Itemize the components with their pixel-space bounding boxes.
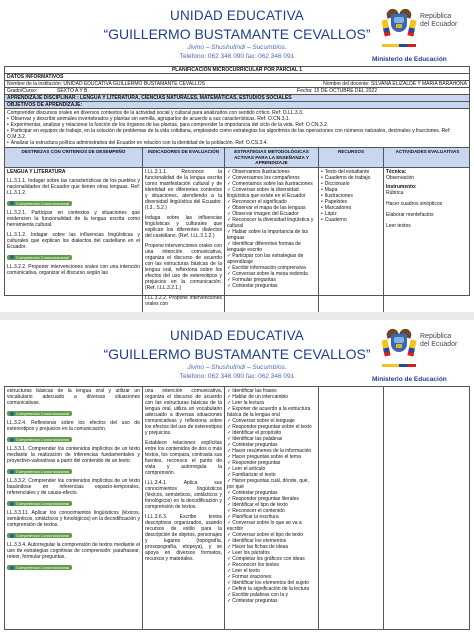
strategy-item: ✓ Contestar preguntas (227, 490, 316, 496)
skills-cell (5, 168, 143, 312)
strategy-item: ✓ Leer el artículo (227, 466, 316, 472)
objective-item: • Observar y describir animales invertebrados y plantas sin semilla, agruparlos de acuerdo a sus características. Ref: O.CN.3.1. (7, 116, 467, 122)
strategy-item: ✓ Reconocer los textos (227, 562, 316, 568)
table-body (4, 386, 470, 630)
indicator-item: I.LL.3.4.1. Aplica sus conocimientos lingüísticos (léxicos, semánticos, sintácticos y fonológicos) en la decodificación y comprensión de textos. (145, 480, 222, 510)
strategy-item: ✓ Hablar de un intercambio (227, 394, 316, 400)
coat-of-arms-icon (382, 328, 416, 360)
strategy-item: ✓ Familiarizar el texto (227, 472, 316, 478)
competence-icon (10, 201, 14, 205)
objective-item: • Experimentar, analizar y relacionar la función de los órganos de las plantas, para comprender la importancia del ciclo de la vida. Ref: O.CN.3.2. (7, 122, 467, 128)
indicator-item: I.LL.3.2.2. Propone intervenciones orales con (145, 294, 222, 307)
indicators-cell (143, 168, 225, 312)
flag-stripe (382, 44, 416, 47)
grade-label: Grado/Curso: (7, 88, 38, 94)
indicator-item: Establece relaciones explícitas entre los contenidos de dos o más textos, los compara, contrasta sus fuentes, reconoce el punto de vista y autorregula la comprensión. (145, 440, 222, 476)
strategy-item: ✓ Identificar diferentes formas de lenguaje escrito (227, 241, 316, 253)
strategy-item: ✓ Responder preguntas literales (227, 496, 316, 502)
strategy-item: ✓ Escribir información comprensiva (227, 265, 316, 271)
strategy-item: ✓ Exponer de acuerdo a la estructura básica de la lengua oral (227, 406, 316, 418)
ministry-logo (372, 8, 462, 63)
logo-republic-text: República (420, 13, 452, 20)
strategy-item: ✓ Leer el texto (227, 568, 316, 574)
strategies-cell (225, 168, 319, 312)
resource-item: • Cuaderno de trabajo (321, 175, 381, 181)
resource-item: • Cuaderno (321, 217, 381, 223)
school-location: Jivino – Shushufindi – Sucumbíos. (187, 44, 287, 51)
plan-table-continued (4, 386, 470, 630)
evaluation-cell (384, 387, 471, 629)
strategy-item: ✓ Participar con las estrategias de aprendizaje (227, 253, 316, 265)
strategy-item: ✓ Definir la significación de la lectura (227, 586, 316, 592)
grade-value: SEXTO A Y B. (57, 88, 89, 94)
skill-item: LL.3.2.4. Reflexionar sobre los efectos del uso de estereotipos y prejuicios en la comunicación. (7, 420, 140, 432)
technique-value: Observación (386, 174, 415, 181)
strategy-item: ✓ Formar oraciones (227, 574, 316, 580)
resource-item: • Papelotes (321, 199, 381, 205)
document-page-1 (0, 0, 474, 312)
objectives-list (4, 109, 470, 148)
school-name-line1: UNIDAD EDUCATIVA (170, 8, 304, 23)
instrument-label: Instrumento: (386, 183, 417, 190)
indicator-item: una intención comunicativa, organiza el discurso de acuerdo con las estructuras básicas de la lengua oral, utiliza un vocabulario adecuado a diversas situaciones comunicativas y reflexiona sobre los efectos del uso de estereotipos y prejuicios. (145, 388, 222, 436)
evaluation-activity: Hacer cuadros sinópticos (386, 200, 443, 207)
skill-item: LL.3.3.1. Comprender los contenidos implícitos de un texto mediante la realización de inferencias fundamentales y proyectivo-valorativas a partir del contenido de un texto. (7, 446, 140, 464)
resources-cell (319, 387, 384, 629)
resource-item: • Marcadores (321, 205, 381, 211)
column-header-resources: RECURSOS (319, 148, 384, 167)
skill-item: LL.3.2.2. Proponer intervenciones orales con una intención comunicativa, organizar el discurso según las (7, 263, 140, 276)
logo-ministry-text: Ministerio de Educación (372, 376, 447, 383)
evaluation-activity: Elaborar mentefactos (386, 211, 434, 218)
logo-ministry-text: Ministerio de Educación (372, 56, 447, 63)
column-header-strategies: ESTRATEGIAS METODOLÓGICAS ACTIVAS PARA LA ENSEÑANZA Y APRENDIZAJE (225, 148, 319, 167)
strategy-item: ✓ Formular preguntas (227, 277, 316, 283)
school-phone: Teléfono: 062 346 090 fax: 062 346 091 (179, 53, 295, 60)
strategy-item: ✓ Contestar preguntas (227, 442, 316, 448)
competence-badge: Competencia Comunicacional (7, 437, 72, 442)
competence-badge: Competencia Comunicacional (7, 501, 72, 506)
strategy-item: ✓ Escribir palabras con la y (227, 592, 316, 598)
strategy-item: ✓ Observamos ilustraciones (227, 169, 316, 175)
competence-icon (10, 566, 14, 570)
strategies-cell (225, 387, 319, 629)
indicator-item: Indaga sobre las influencias lingüísticas y culturales que explican los diferentes dialectos del castellano. (Ref. I.LL.3.1.2.) (145, 214, 222, 239)
indicator-item: I.LL.3.6.3. Escribe textos descriptivos organizados, usando recursos de estilo para la descripción de objetos, personajes y lugares (topografía, prosopografía, etopeya), y se apoya en diversos formatos, recursos y materiales. (145, 514, 222, 562)
ministry-logo (372, 328, 462, 383)
competence-badge: Competencia Comunicacional (7, 411, 72, 416)
skill-item: LL.3.1.2. Indagar sobre las influencias lingüísticas y culturales que explican los dialectos del castellano en el Ecuador. (7, 231, 140, 250)
flag-stripe (382, 364, 416, 367)
strategy-item: ✓ Hablar sobre la importancia de las lenguas (227, 229, 316, 241)
objective-item: • Participar en equipos de trabajo, en la solución de problemas de la vida cotidiana, empleando como estrategias los algoritmos de las operaciones con números naturales, decimales y fracciones. Ref: O.M.3.2. (7, 128, 467, 140)
competence-badge: Competencia Comunicacional (7, 255, 72, 260)
instrument-value: Rúbrica (386, 189, 404, 196)
page-header (0, 320, 474, 384)
school-location: Jivino – Shushufindi – Sucumbíos. (187, 364, 287, 371)
objective-item: Comprender discursos orales en diversos contextos de la actividad social y cultural para analizarlos con sentido crítico. Ref: O.LL.3.3. (7, 110, 304, 116)
strategy-item: ✓ Conversar sobre la diversidad lingüística que existe en el Ecuador (227, 187, 316, 199)
skill-item: LL.3.3.2. Comprender los contenidos implícitos de un texto basándose en inferencias espacio-temporales, referenciales y de causa-efecto. (7, 478, 140, 496)
strategy-item: ✓ Identificar las frases (227, 388, 316, 394)
strategy-item: ✓ Hacer preguntas cuál, dónde, qué, por qué (227, 478, 316, 490)
learning-areas: APRENDIZAJE DISCIPLINAR : LENGUA Y LITERATURA, CIENCIAS NATURALES, MATEMÁTICAS, ESTUDIOS SOCIALES (4, 95, 470, 102)
technique-label: Técnica: (386, 168, 407, 175)
strategy-item: ✓ Conversar sobre el tipo de texto (227, 532, 316, 538)
strategy-item: ✓ Reconocer el contenido (227, 508, 316, 514)
school-name-line1: UNIDAD EDUCATIVA (170, 328, 304, 343)
competence-icon (10, 502, 14, 506)
indicators-cell (143, 387, 225, 629)
logo-country-text: del Ecuador (420, 21, 458, 28)
indicator-item: Propone intervenciones orales con una intención comunicativa, organiza el discurso de acuerdo con las estructuras básicas de la lengua oral, reflexiona sobre los efectos del uso de estereotipos y prejuicios en la comunicación. (Ref. I.LL.3.2.1.) (145, 242, 222, 291)
skill-item: LL.3.3.11. Aplicar los conocimientos lingüísticos (léxicos, semánticos, sintácticos y fonológicos) en la decodificación y comprensión de textos. (7, 510, 140, 528)
skill-item: LL.3.2.1. Participar en contextos y situaciones que evidencien la funcionalidad de la lengua escrita como herramienta cultural. (7, 209, 140, 228)
skills-cell (5, 387, 143, 629)
document-page-2 (0, 320, 474, 632)
competence-icon (10, 255, 14, 259)
strategy-item: ✓ Responder preguntas (227, 460, 316, 466)
strategy-item: ✓ Reconocer la diversidad lingüística y cultural (227, 217, 316, 229)
strategy-item: ✓ Conversamos los compañeros (227, 175, 316, 181)
competence-badge: Competencia Comunicacional (7, 201, 72, 206)
school-phone: Teléfono: 062 346 090 fax: 062 346 091 (179, 373, 295, 380)
skill-item: LL.3.3.4. Autorregular la comprensión de textos mediante el uso de estrategias cognitivas de comprensión: parafrasear, releer, formular preguntas. (7, 542, 140, 560)
plan-table (4, 66, 470, 307)
evaluation-activity: Leer textos (386, 222, 411, 229)
strategy-item: ✓ Identificar el tipo de texto (227, 502, 316, 508)
plan-title: PLANIFICACIÓN MICROCURRICULAR POR PARCIAL 1 (4, 66, 470, 74)
column-header-evaluation: ACTIVIDADES EVALUATIVAS (395, 149, 460, 154)
skill-item: LL.3.1.1. Indagar sobre las características de los pueblos y nacionalidades del Ecuador que tienen otras lenguas. Ref: LL.3.1.2. (7, 177, 140, 196)
resource-item: • Mapa (321, 187, 381, 193)
coat-of-arms-icon (382, 8, 416, 40)
skills-subject: LENGUA Y LITERATURA (7, 168, 66, 175)
strategy-item: ✓ Identificar los elementos (227, 538, 316, 544)
strategy-item: ✓ Observar imagen del Ecuador (227, 211, 316, 217)
objective-item: • Analizar la estructura política administrativa del Ecuador en relación con la identidad de la población. Ref: O.CS.3.4. (7, 140, 467, 146)
strategy-item: ✓ Hacer preguntas sobre el tema (227, 454, 316, 460)
evaluation-cell (384, 168, 471, 312)
logo-country-text: del Ecuador (420, 341, 458, 348)
teacher-field: Nombre del docente: SILVANA ELIZALDE Y MARIA BARAHONA (323, 81, 467, 87)
strategy-item: ✓ Observar el mapa de las lenguas (227, 205, 316, 211)
objectives-title: OBJETIVOS DE APRENDIZAJE: (4, 102, 470, 109)
school-name-line2: “GUILLERMO BUSTAMANTE CEVALLOS” (103, 346, 371, 362)
strategy-item: ✓ Identificar los elementos del sujeto (227, 580, 316, 586)
strategy-item: ✓ Conversar sobre la mesa redonda (227, 271, 316, 277)
logo-republic-text: República (420, 333, 452, 340)
table-body (4, 168, 470, 307)
competence-icon (10, 534, 14, 538)
strategy-item: ✓ Responder preguntas sobre el texto (227, 424, 316, 430)
strategy-item: ✓ Hacer resúmenes de la información (227, 448, 316, 454)
column-header-skills: DESTREZAS CON CRITERIOS DE DESEMPEÑO (5, 148, 143, 167)
strategy-item: ✓ Contestar preguntas (227, 598, 316, 604)
competence-icon (10, 470, 14, 474)
competence-badge: Competencia Comunicacional (7, 565, 72, 570)
strategy-item: ✓ Comentamos sobre las ilustraciones (227, 181, 316, 187)
resource-item: • Texto del estudiante (321, 169, 381, 175)
skill-item: estructuras básicas de la lengua oral y utilizar un vocabulario adecuado a diversas situaciones comunicativas. (7, 388, 140, 406)
competence-badge: Competencia Comunicacional (7, 533, 72, 538)
date-field: Fecha: 15 DE OCTUBRE DEL 2022 (297, 88, 377, 94)
strategy-item: ✓ Leer la lectura (227, 400, 316, 406)
competence-icon (10, 438, 14, 442)
page-header (0, 0, 474, 64)
strategy-item: ✓ Reconocer el significado (227, 199, 316, 205)
resources-cell (319, 168, 384, 312)
strategy-item: ✓ Contestar preguntas (227, 283, 316, 289)
table-column-headers (4, 148, 470, 168)
competence-badge: Competencia Comunicacional (7, 469, 72, 474)
institution-field: Nombre de la institución: UNIDAD EDUCATIVA GUILLERMO BUSTAMANTE CEVALLOS (7, 81, 206, 87)
strategy-item: ✓ Conversar sobre lo que se va a escribir (227, 520, 316, 532)
competence-icon (10, 412, 14, 416)
school-name-line2: “GUILLERMO BUSTAMANTE CEVALLOS” (103, 26, 371, 42)
strategy-item: ✓ Hacer las fichas de ideas (227, 544, 316, 550)
strategy-item: ✓ Planificar la escritura (227, 514, 316, 520)
resource-item: • Diccionario (321, 181, 381, 187)
info-header: DATOS INFORMATIVOS (4, 74, 470, 81)
strategy-item: ✓ Identificar el propósito (227, 430, 316, 436)
resource-item: • Ilustraciones (321, 193, 381, 199)
column-header-indicators: INDICADORES DE EVALUACIÓN (143, 148, 225, 167)
strategy-item: ✓ Identificar las palabras (227, 436, 316, 442)
strategy-item: ✓ Conversar sobre el lenguaje (227, 418, 316, 424)
strategy-item: ✓ Leer los párrafos (227, 550, 316, 556)
indicator-item: I.LL.3.1.1. Reconoce la funcionalidad de la lengua escrita como manifestación cultural y de identidad en diferentes contextos y situaciones, atendiendo a la diversidad lingüística del Ecuador. (I.3., S.2.) (145, 168, 222, 211)
strategy-item: ✓ Completar los gráficos con ideas (227, 556, 316, 562)
resource-item: • Lápiz (321, 211, 381, 217)
